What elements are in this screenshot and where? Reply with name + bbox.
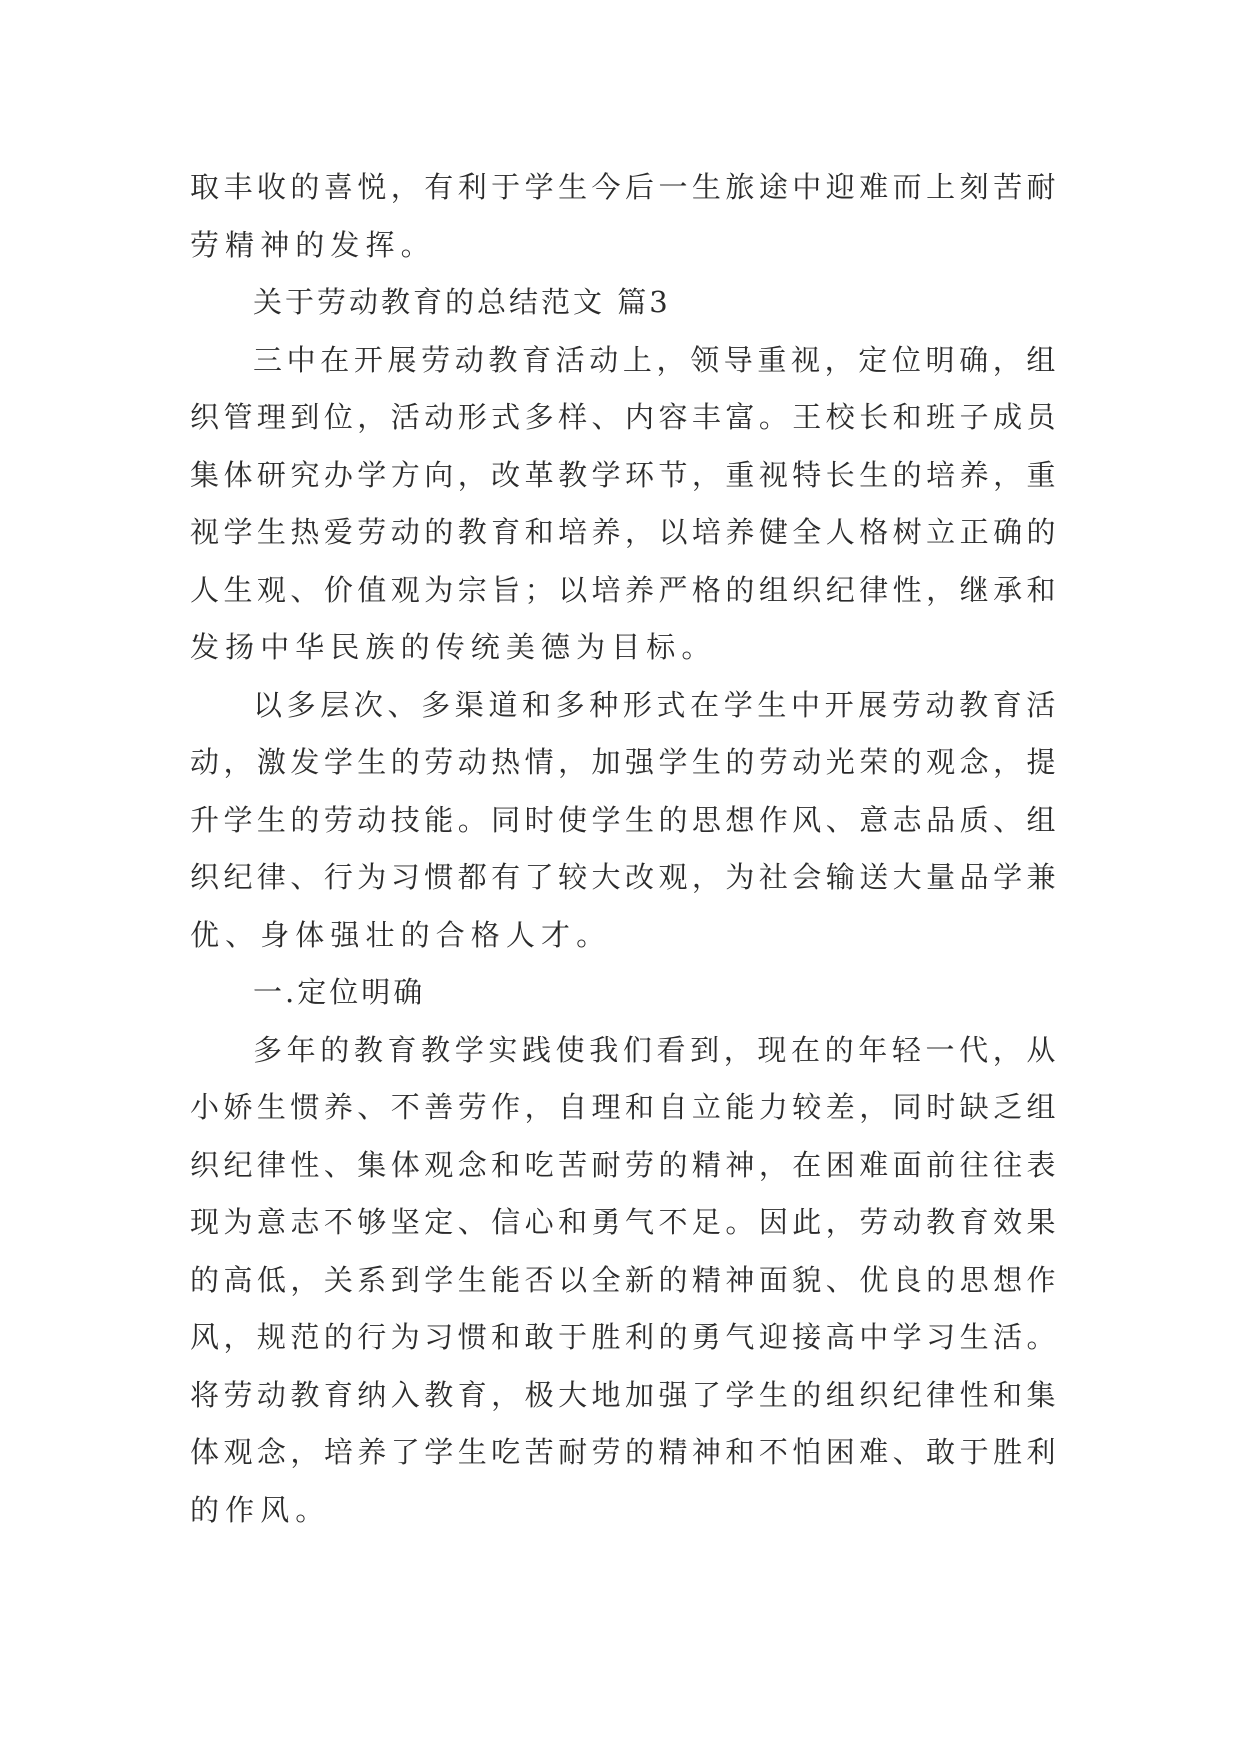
text-line: 小娇生惯养、不善劳作，自理和自立能力较差，同时缺乏组 xyxy=(190,1090,1060,1124)
body-paragraph xyxy=(190,159,1060,274)
text-line: 发扬中华民族的传统美德为目标。 xyxy=(190,630,717,664)
text-line: 优、身体强壮的合格人才。 xyxy=(190,917,612,952)
text-line: 织纪律性、集体观念和吃苦耐劳的精神，在困难面前往往表 xyxy=(190,1147,1060,1182)
body-paragraph xyxy=(190,332,1060,677)
text-line: 体观念，培养了学生吃苦耐劳的精神和不怕困难、敢于胜利 xyxy=(190,1435,1060,1469)
text-line: 织管理到位，活动形式多样、内容丰富。王校长和班子成员 xyxy=(190,400,1060,434)
text-line: 集体研究办学方向，改革教学环节，重视特长生的培养，重 xyxy=(190,457,1060,492)
text-line: 人生观、价值观为宗旨；以培养严格的组织纪律性，继承和 xyxy=(190,572,1060,607)
text-line: 视学生热爱劳动的教育和培养，以培养健全人格树立正确的 xyxy=(190,515,1060,549)
text-line: 三中在开展劳动教育活动上，领导重视，定位明确，组 xyxy=(253,342,1060,377)
section-heading: 关于劳动教育的总结范文 篇3 xyxy=(253,285,671,319)
text-line: 以多层次、多渠道和多种形式在学生中开展劳动教育活 xyxy=(253,687,1060,722)
text-line: 取丰收的喜悦，有利于学生今后一生旅途中迎难而上刻苦耐 xyxy=(190,170,1060,204)
document-body xyxy=(190,159,1060,1539)
text-line: 现为意志不够坚定、信心和勇气不足。因此，劳动教育效果 xyxy=(190,1205,1060,1239)
text-line: 动，激发学生的劳动热情，加强学生的劳动光荣的观念，提 xyxy=(190,745,1060,779)
text-line: 的作风。 xyxy=(190,1492,331,1527)
text-line: 的高低，关系到学生能否以全新的精神面貌、优良的思想作 xyxy=(190,1262,1060,1297)
body-paragraph xyxy=(190,677,1060,965)
text-line: 劳精神的发挥。 xyxy=(190,227,436,262)
text-line: 风，规范的行为习惯和敢于胜利的勇气迎接高中学习生活。 xyxy=(190,1320,1060,1354)
text-line: 多年的教育教学实践使我们看到，现在的年轻一代，从 xyxy=(253,1032,1060,1067)
body-paragraph xyxy=(190,1022,1060,1540)
text-line: 织纪律、行为习惯都有了较大改观，为社会输送大量品学兼 xyxy=(190,860,1060,894)
text-line: 将劳动教育纳入教育，极大地加强了学生的组织纪律性和集 xyxy=(190,1377,1060,1412)
text-line: 升学生的劳动技能。同时使学生的思想作风、意志品质、组 xyxy=(190,802,1060,837)
section-heading: 一.定位明确 xyxy=(253,975,426,1009)
